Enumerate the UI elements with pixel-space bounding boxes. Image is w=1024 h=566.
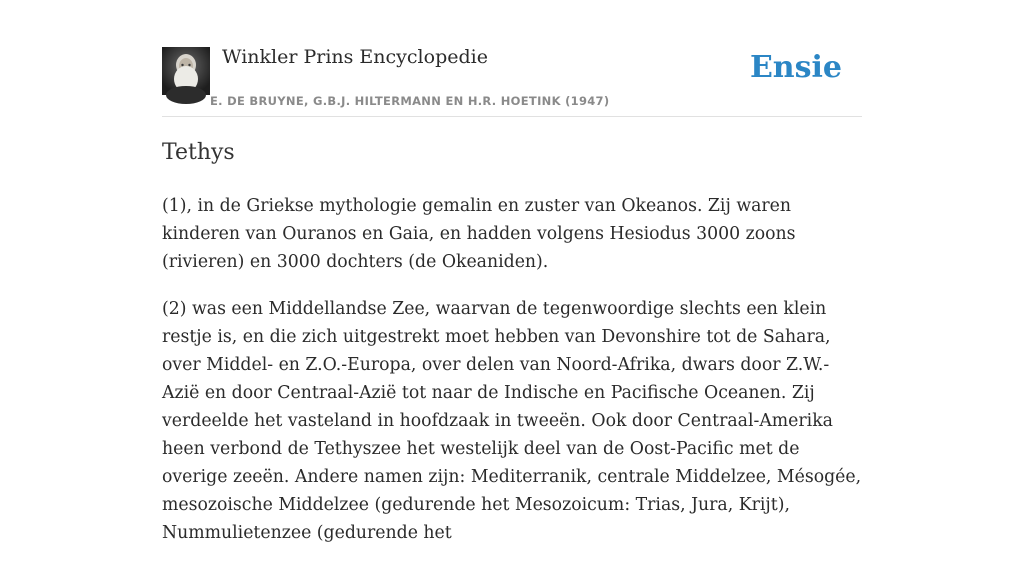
article-body (162, 192, 862, 566)
article-paragraph-2: (2) was een Middellandse Zee, waarvan de tegenwoordige slechts een klein restje is, en die zich uitgestrekt moet hebben van Devonshire tot de Sahara, over Middel- en Z.O.-Europa, over delen van Noord-Afrika, dwars door Z.W.-Azië en door Centraal-Azië tot naar de Indische en Pacifische Oceanen. Zij verdeelde het vasteland in hoofdzaak in tweeën. Ook door Centraal-Amerika heen verbond de Tethyszee het westelijk deel van de Oost-Pacific met de overige zeeën. Andere namen zijn: Mediterranik, centrale Middelzee, Mésogée, mesozoische Middelzee (gedurende het Mesozoicum: Trias, Jura, Krijt), Nummulietenzee (gedurende het (162, 299, 862, 543)
content-container (162, 0, 862, 543)
article-paragraph-1: (1), in de Griekse mythologie gemalin en zuster van Okeanos. Zij waren kinderen van Ouranos en Gaia, en hadden volgens Hesiodus 3000 zoons (rivieren) en 3000 dochters (de Okeaniden). (162, 196, 796, 272)
author-avatar[interactable] (162, 47, 210, 95)
article-title: Tethys (162, 140, 235, 165)
source-authors: E. DE BRUYNE, G.B.J. HILTERMANN EN H.R. HOETINK (1947) (210, 94, 610, 108)
source-title[interactable]: Winkler Prins Encyclopedie (222, 46, 488, 68)
source-header (162, 0, 862, 117)
portrait-image (162, 47, 210, 95)
ensie-logo-link[interactable]: Ensie (749, 50, 842, 85)
